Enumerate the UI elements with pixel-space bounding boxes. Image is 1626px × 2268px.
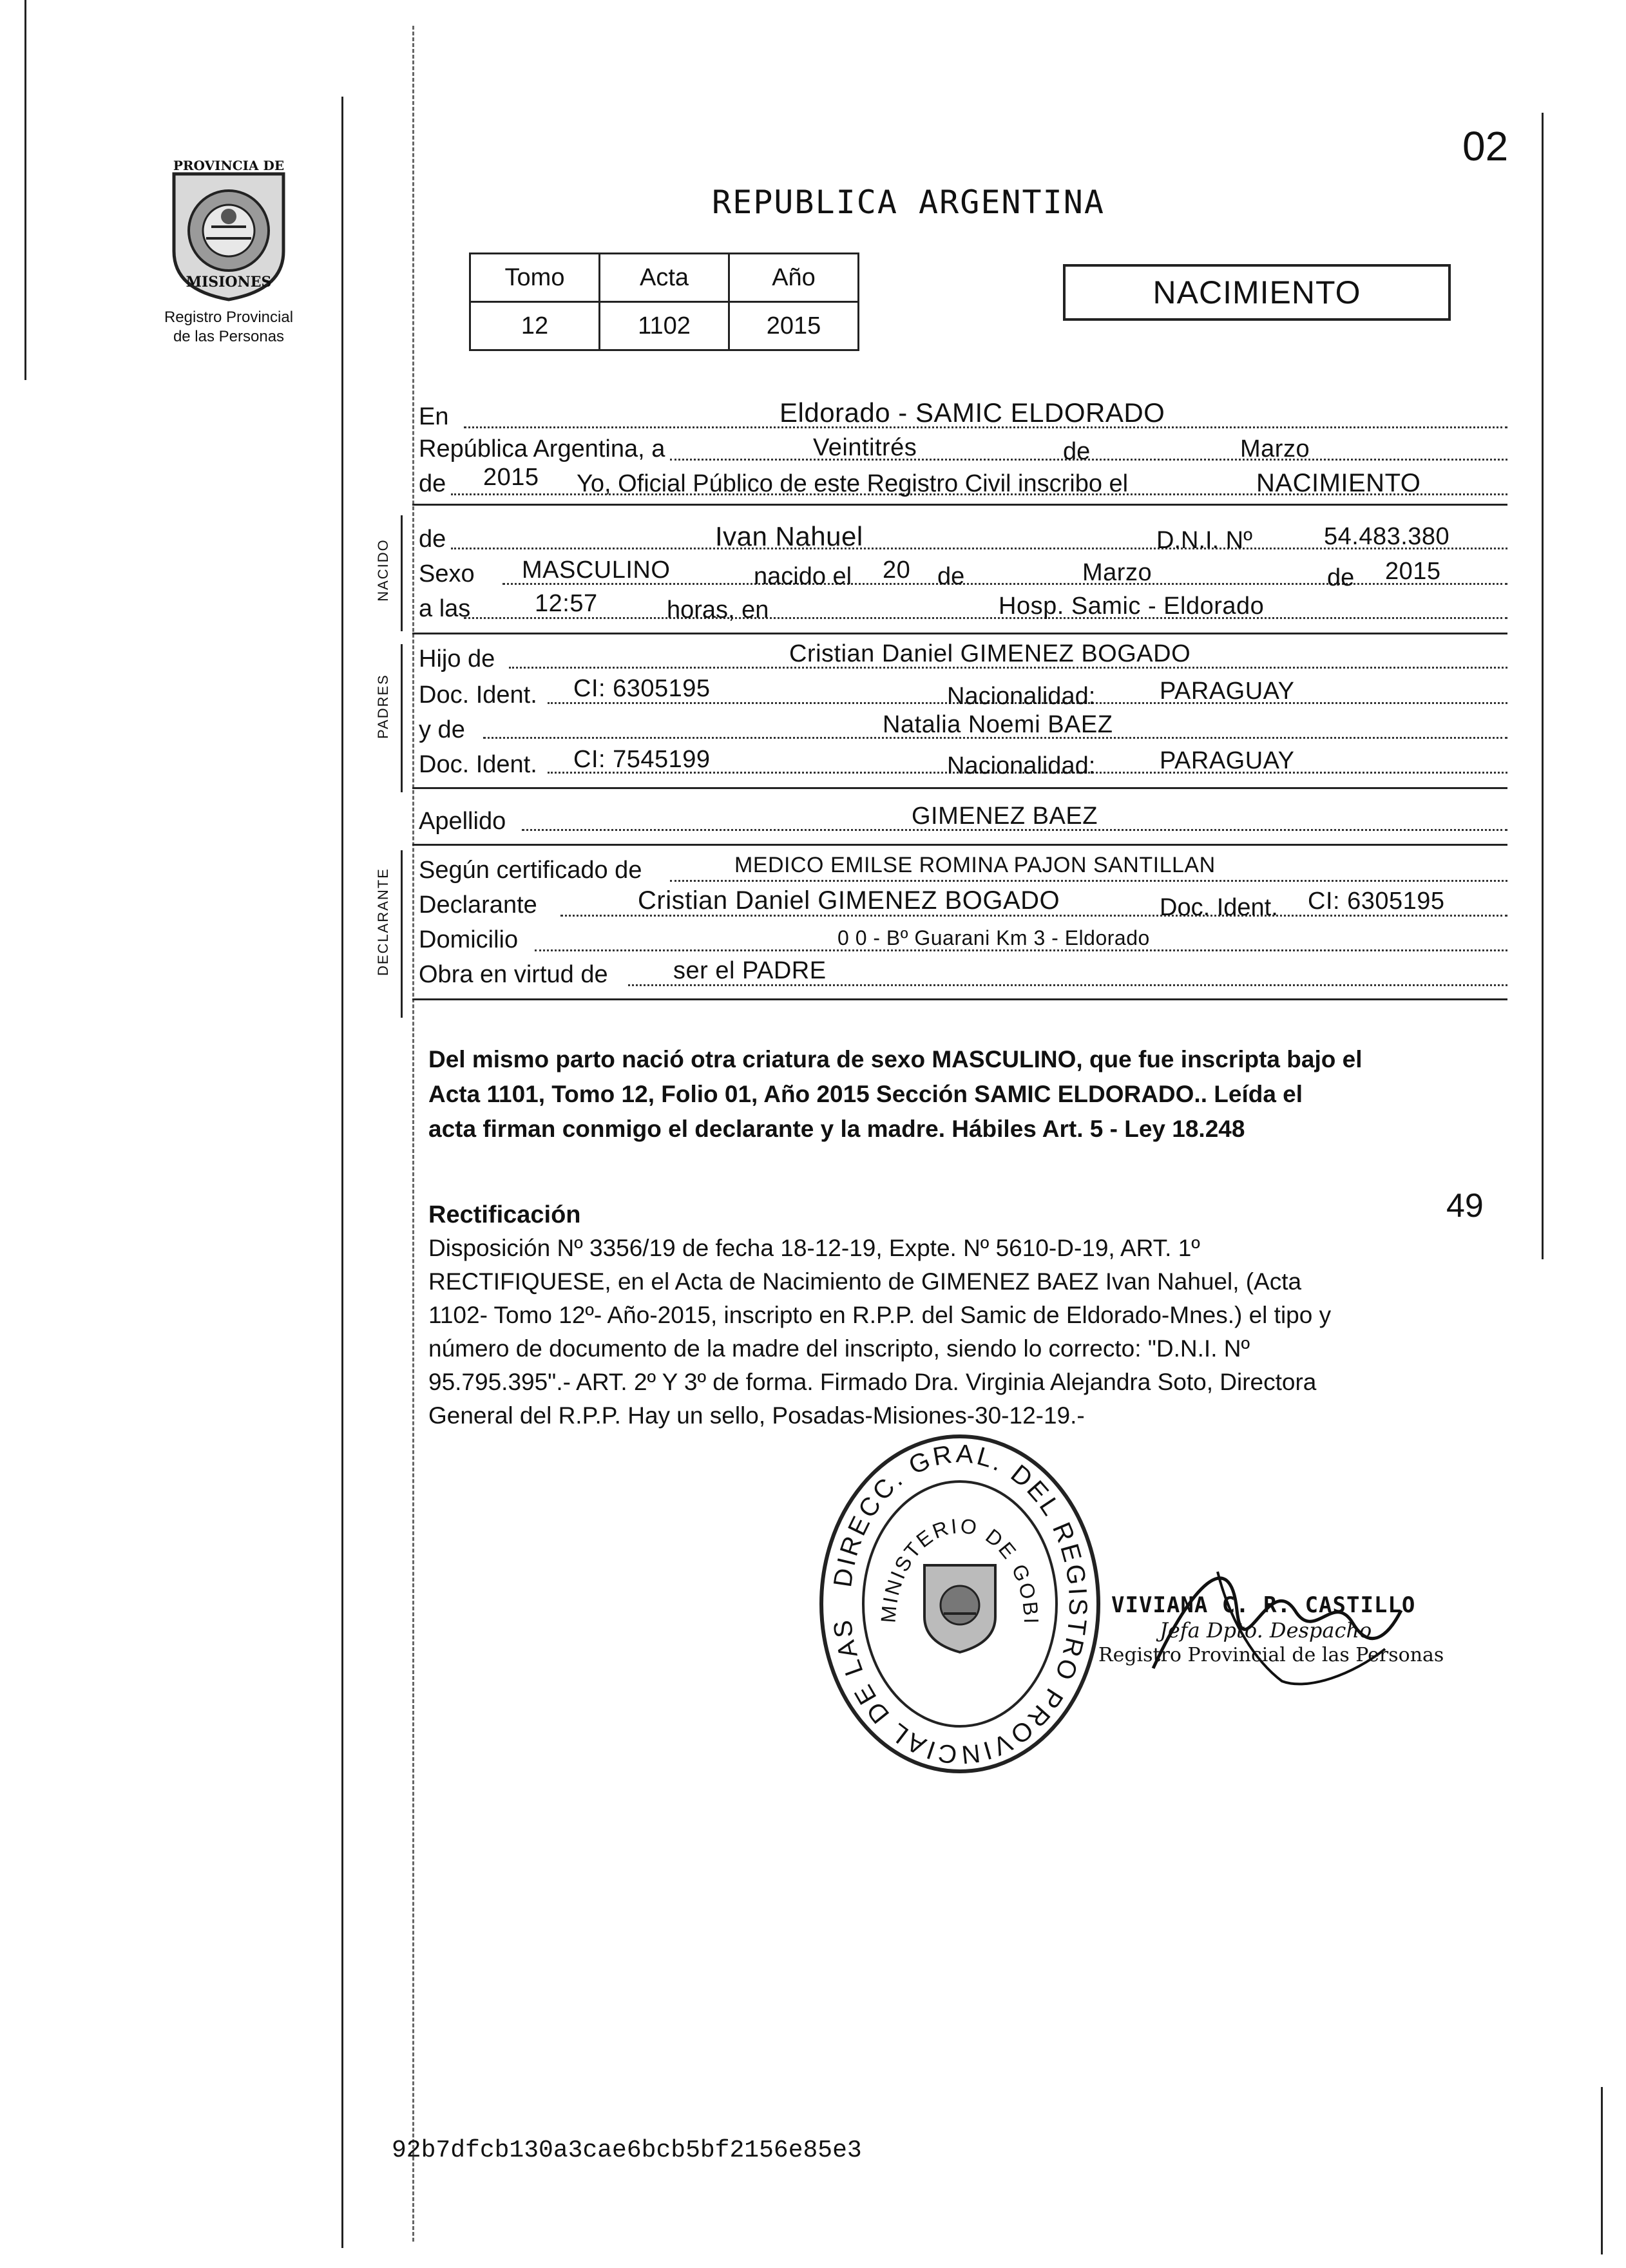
left-margin-rule (24, 0, 26, 380)
value-doc-declarante: CI: 6305195 (1308, 888, 1445, 915)
label-apellido: Apellido (419, 808, 506, 835)
rule-after-apellido (412, 844, 1507, 846)
label-declarante: Declarante (419, 891, 537, 919)
value-domicilio: 0 0 - Bº Guarani Km 3 - Eldorado (837, 926, 1150, 949)
table-header-tomo: Tomo (470, 254, 600, 302)
record-type-box (1063, 264, 1451, 321)
stamp-emblem-icon (924, 1565, 995, 1652)
value-obra: ser el PADRE (673, 957, 827, 984)
note-paragraph (428, 1042, 1524, 1147)
logo-caption-line1: Registro Provincial (164, 309, 294, 326)
rule-after-nacido (412, 633, 1507, 634)
rule-after-header (412, 504, 1507, 506)
value-nac-padre: PARAGUAY (1160, 678, 1295, 705)
value-mes: Marzo (1240, 435, 1310, 462)
table-header-anio: Año (729, 254, 859, 302)
dotline-declarante (560, 915, 1507, 917)
label-nacido-el: nacido el (754, 563, 852, 590)
rectificacion-text (428, 1232, 1524, 1433)
right-margin-rule (1542, 113, 1544, 1259)
label-sexo: Sexo (419, 560, 475, 587)
dashed-scan-rule (412, 26, 414, 2242)
value-lugar-nacimiento: Hosp. Samic - Eldorado (999, 593, 1265, 620)
signatory-title: Jefa Dpto. Despacho (1160, 1618, 1372, 1643)
label-doc-declarante: Doc. Ident. (1160, 894, 1278, 921)
label-obra: Obra en virtud de (419, 961, 608, 988)
value-doc-madre: CI: 7545199 (573, 746, 711, 773)
value-nac-dia: 20 (883, 557, 911, 584)
label-republica: República Argentina, a (419, 435, 665, 462)
document-title: REPUBLICA ARGENTINA (712, 184, 1105, 221)
svg-text:PROVINCIA DE: PROVINCIA DE (173, 158, 285, 173)
note-line1: Del mismo parto nació otra criatura de sexo MASCULINO, que fue inscripta bajo el (428, 1046, 1363, 1072)
label-de-nac-mes: de (937, 563, 965, 590)
label-nac-padre: Nacionalidad: (947, 683, 1096, 710)
table-value-acta: 1102 (600, 302, 729, 350)
logo-caption-line2: de las Personas (173, 328, 285, 345)
label-de-anio: de (419, 470, 446, 497)
value-padre: Cristian Daniel GIMENEZ BOGADO (789, 640, 1191, 667)
register-table (469, 253, 859, 351)
note-line3: acta firman conmigo el declarante y la madre. Hábiles Art. 5 - Ley 18.248 (428, 1116, 1245, 1142)
value-inscribo: NACIMIENTO (1256, 469, 1421, 497)
note-line2: Acta 1101, Tomo 12, Folio 01, Año 2015 Sección SAMIC ELDORADO.. Leída el (428, 1081, 1303, 1107)
padres-bracket (401, 644, 403, 792)
label-domicilio: Domicilio (419, 926, 519, 953)
svg-text:MISIONES: MISIONES (186, 274, 272, 291)
rule-after-padres (412, 787, 1507, 789)
dotline-domicilio (535, 949, 1507, 951)
value-lugar-inscripcion: Eldorado - SAMIC ELDORADO (780, 397, 1165, 428)
value-nac-mes: Marzo (1082, 559, 1153, 586)
dotline-obra (628, 984, 1507, 986)
label-en: En (419, 403, 449, 430)
value-nombre: Ivan Nahuel (715, 521, 863, 551)
section-label-padres: PADRES (375, 674, 391, 739)
label-de-nac-anio: de (1327, 564, 1355, 591)
svg-text:MINISTERIO DE GOBIERNO: MINISTERIO DE GOBI (876, 1514, 1044, 1626)
rule-after-declarante (412, 998, 1507, 1000)
form-left-rule (341, 97, 343, 2248)
value-dia: Veintitrés (813, 434, 917, 461)
label-dni: D.N.I. Nº (1156, 527, 1252, 554)
rectificacion-title: Rectificación (428, 1201, 581, 1228)
official-stamp (812, 1430, 1108, 1778)
rectificacion-number: 49 (1446, 1187, 1484, 1225)
label-horas-en: horas, en (667, 596, 769, 624)
logo-caption (142, 308, 316, 347)
label-de-mes: de (1063, 438, 1091, 465)
signatory-name: VIVIANA C. R. CASTILLO (1111, 1592, 1416, 1618)
table-header-acta: Acta (600, 254, 729, 302)
svg-text:DIRECC. GRAL. DEL REGISTRO PRO: DIRECC. GRAL. DEL REGISTRO PROVINCIAL DE LAS (828, 1439, 1093, 1769)
section-label-declarante: DECLARANTE (375, 868, 391, 976)
signatory-office: Registro Provincial de las Personas (1098, 1644, 1444, 1666)
rectificacion-line2: RECTIFIQUESE, en el Acta de Nacimiento de GIMENEZ BAEZ Ivan Nahuel, (Acta (428, 1268, 1302, 1295)
page-number: 02 (1462, 123, 1509, 169)
value-declarante: Cristian Daniel GIMENEZ BOGADO (638, 886, 1060, 915)
label-de-nombre: de (419, 526, 446, 553)
label-oficial: Yo, Oficial Público de este Registro Civil inscribo el (577, 470, 1129, 497)
value-madre: Natalia Noemi BAEZ (883, 711, 1113, 738)
rectificacion-line6: General del R.P.P. Hay un sello, Posadas-Misiones-30-12-19.- (428, 1402, 1085, 1429)
rectificacion-line5: 95.795.395".- ART. 2º Y 3º de forma. Firmado Dra. Virginia Alejandra Soto, Directora (428, 1369, 1317, 1395)
label-y-de: y de (419, 716, 465, 743)
declarante-bracket (401, 850, 403, 1018)
rectificacion-line1: Disposición Nº 3356/19 de fecha 18-12-19, Expte. Nº 5610-D-19, ART. 1º (428, 1235, 1200, 1261)
value-doc-padre: CI: 6305195 (573, 675, 711, 702)
dotline-segun (670, 880, 1507, 882)
value-nac-madre: PARAGUAY (1160, 747, 1295, 774)
value-hora: 12:57 (535, 590, 598, 617)
value-dni: 54.483.380 (1324, 523, 1450, 550)
nacido-bracket (401, 515, 403, 631)
value-sexo: MASCULINO (522, 557, 671, 584)
value-certificado: MEDICO EMILSE ROMINA PAJON SANTILLAN (734, 853, 1216, 877)
dotline-hora (464, 617, 1507, 619)
province-logo (161, 155, 296, 303)
value-nac-anio: 2015 (1385, 558, 1441, 585)
bottom-right-rule (1601, 2087, 1603, 2254)
rectificacion-line4: número de documento de la madre del inscripto, siendo lo correcto: "D.N.I. Nº (428, 1335, 1250, 1362)
label-segun: Según certificado de (419, 857, 642, 884)
value-apellido: GIMENEZ BAEZ (912, 803, 1098, 830)
record-type: NACIMIENTO (1153, 274, 1361, 310)
section-label-nacido: NACIDO (375, 538, 391, 602)
label-doc-padre: Doc. Ident. (419, 681, 537, 709)
table-value-anio: 2015 (729, 302, 859, 350)
label-a-las: a las (419, 595, 471, 622)
table-value-tomo: 12 (470, 302, 600, 350)
label-doc-madre: Doc. Ident. (419, 751, 537, 778)
rectificacion-line3: 1102- Tomo 12º- Año-2015, inscripto en R.P.P. del Samic de Eldorado-Mnes.) el tipo y (428, 1302, 1332, 1328)
document-hash: 92b7dfcb130a3cae6bcb5bf2156e85e3 (392, 2137, 862, 2164)
label-hijo-de: Hijo de (419, 645, 495, 672)
label-nac-madre: Nacionalidad: (947, 752, 1096, 779)
value-anio: 2015 (483, 464, 539, 491)
